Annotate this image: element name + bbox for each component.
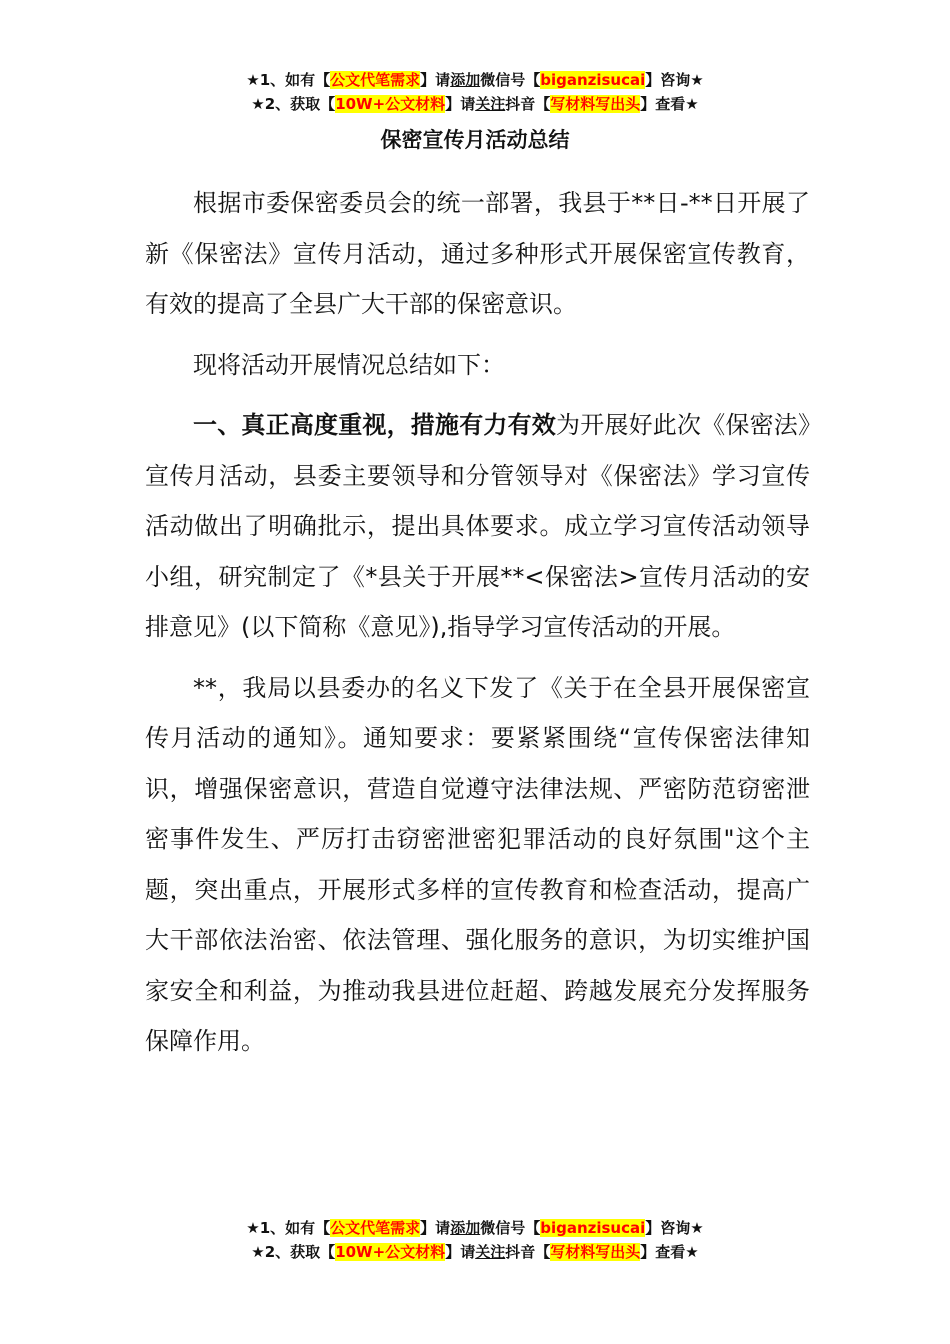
- paragraph-section-1: [145, 400, 810, 653]
- header-banner: [0, 68, 950, 116]
- highlight-materials: 10W+公文材料: [335, 1243, 446, 1261]
- section-1-heading: 一、真正高度重视，措施有力有效: [193, 411, 556, 439]
- highlight-douyin-account: 写材料写出头: [550, 95, 641, 113]
- highlight-wechat-id: biganzisucai: [540, 71, 646, 89]
- highlight-wechat-id: biganzisucai: [540, 1219, 646, 1237]
- paragraph-summary-lead: 现将活动开展情况总结如下：: [193, 350, 505, 379]
- section-1-body: 为开展好此次《保密法》宣传月活动，县委主要领导和分管领导对《保密法》学习宣传活动做出了明确批示，提出具体要求。成立学习宣传活动领导小组，研究制定了《*县关于开展**<保密法>宣传月活动的安排意见》(以下简称《意见》),指导学习宣传活动的开展。: [145, 411, 810, 641]
- highlight-douyin-account: 写材料写出头: [550, 1243, 641, 1261]
- footer-banner: [0, 1216, 950, 1264]
- banner-line-1: ★1、如有【公文代笔需求】请添加微信号【biganzisucai】咨询★: [246, 1219, 704, 1237]
- document-title: 保密宣传月活动总结: [380, 128, 570, 152]
- highlight-materials: 10W+公文材料: [335, 95, 446, 113]
- paragraph-intro: 根据市委保密委员会的统一部署，我县于**日-**日开展了新《保密法》宣传月活动，通过多种形式开展保密宣传教育，有效的提高了全县广大干部的保密意识。: [145, 189, 810, 318]
- highlight-ghostwriting: 公文代笔需求: [330, 71, 421, 89]
- banner-line-2: ★2、获取【10W+公文材料】请关注抖音【写材料写出头】查看★: [251, 1243, 699, 1261]
- banner-line-1: ★1、如有【公文代笔需求】请添加微信号【biganzisucai】咨询★: [246, 71, 704, 89]
- document-body: [145, 178, 810, 1077]
- paragraph-notice: **，我局以县委办的名义下发了《关于在全县开展保密宣传月活动的通知》。通知要求：要紧紧围绕“宣传保密法律知识，增强保密意识，营造自觉遵守法律法规、严密防范窃密泄密事件发生、严厉打击窃密泄密犯罪活动的良好氛围"这个主题，突出重点，开展形式多样的宣传教育和检查活动，提高广大干部依法治密、依法管理、强化服务的意识，为切实维护国家安全和利益，为推动我县进位赶超、跨越发展充分发挥服务保障作用。: [145, 673, 810, 1055]
- banner-line-2: ★2、获取【10W+公文材料】请关注抖音【写材料写出头】查看★: [251, 95, 699, 113]
- highlight-ghostwriting: 公文代笔需求: [330, 1219, 421, 1237]
